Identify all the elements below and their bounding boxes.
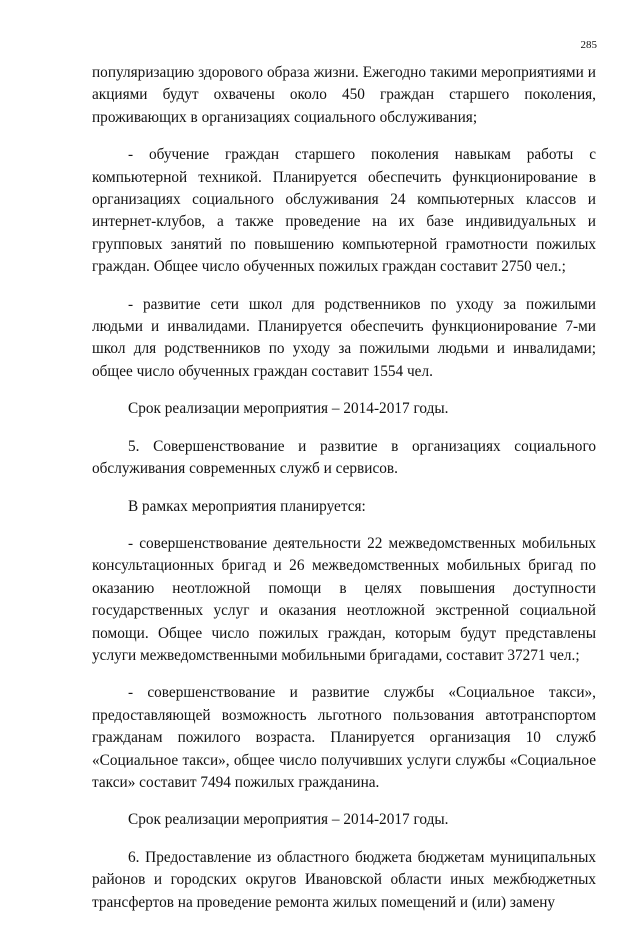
paragraph-social-taxi: - совершенствование и развитие службы «Социальное такси», предоставляющей возможность льготного пользования автотранспортом гражданам пожилого возраста. Планируется организация 10 служб «Социальное такси», общее число получивших услуги службы «Социальное такси» составит 7494 пожилых гражданина. (92, 684, 596, 791)
paragraph-implementation-period-1: Срок реализации мероприятия – 2014-2017 годы. (128, 400, 449, 418)
paragraph-implementation-period-2: Срок реализации мероприятия – 2014-2017 годы. (128, 811, 449, 829)
paragraph-relatives-schools: - развитие сети школ для родственников по уходу за пожилыми людьми и инвалидами. Планируется обеспечить функционирование 7-ми школ для родственников по уходу за пожилыми людьми и инвалидами; общее число обученных граждан составит 1554 чел. (92, 295, 596, 380)
paragraph-item-5-heading: 5. Совершенствование и развитие в организациях социального обслуживания современных служб и сервисов. (92, 437, 596, 478)
paragraph-computer-training: - обучение граждан старшего поколения навыкам работы с компьютерной техникой. Планируется обеспечить функционирование в организациях социального обслуживания 24 компьютерных классов и интернет-клубов, а также проведение на их базе индивидуальных и групповых занятий по повышению компьютерной грамотности пожилых граждан. Общее число обученных пожилых граждан составит 2750 чел.; (92, 146, 596, 276)
paragraph-continuation: популяризацию здорового образа жизни. Ежегодно такими мероприятиями и акциями будут охвачены около 450 граждан старшего поколения, проживающих в организациях социального обслуживания; (92, 64, 596, 126)
page-number: 285 (580, 39, 597, 51)
paragraph-planned-intro: В рамках мероприятия планируется: (128, 497, 366, 515)
paragraph-mobile-brigades: - совершенствование деятельности 22 межведомственных мобильных консультационных бригад и 26 межведомственных мобильных бригад по оказанию неотложной помощи в целях повышения доступности государственных услуг и оказания неотложной экстренной социальной помощи. Общее число пожилых граждан, которым будут представлены услуги межведомственными мобильными бригадами, составит 37271 чел.; (92, 534, 596, 664)
document-body (92, 62, 596, 929)
paragraph-item-6-heading: 6. Предоставление из областного бюджета бюджетам муниципальных районов и городских округов Ивановской области иных межбюджетных трансфертов на проведение ремонта жилых помещений и (или) замену (92, 848, 596, 911)
